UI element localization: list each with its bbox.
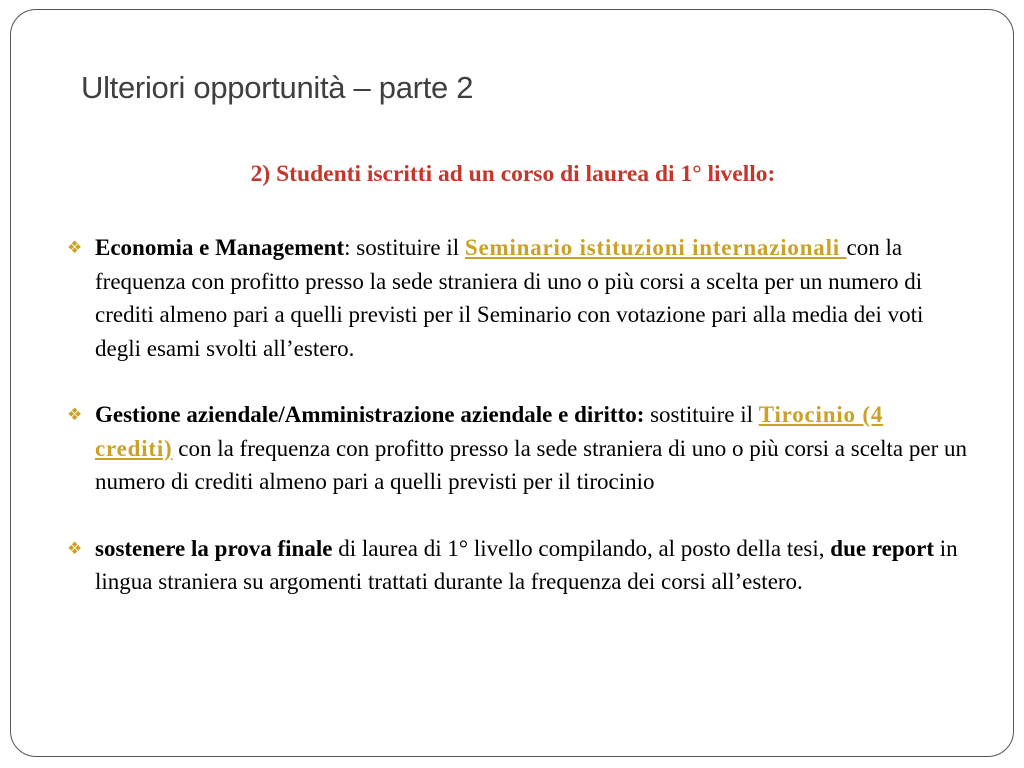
diamond-bullet-icon: ❖ [67,538,83,558]
seminario-link[interactable]: Seminario istituzioni internazionali [464,235,847,260]
item-text: con la frequenza con profitto presso la sede straniera di uno o più corsi a scelta per un numero di crediti almeno pari a quelli previsti per il tirocinio [95,435,967,494]
item-separator: : [344,235,351,260]
item-emphasis: due report [830,535,934,561]
item-text: in lingua straniera su argomenti trattati durante la frequenza dei corsi all’estero. [95,535,958,594]
slide-subtitle: 2) Studenti iscritti ad un corso di laurea di 1° livello: [250,161,776,187]
item-text: sostituire il [644,402,759,427]
item-heading: Economia e Management [95,235,345,260]
content-body [67,231,967,632]
item-text: di laurea di 1° livello compilando, al posto della tesi, [332,535,831,561]
list-item-economia [67,231,967,365]
diamond-bullet-icon: ❖ [67,238,83,257]
list-item-gestione [67,398,967,499]
item-text: sostituire il [350,235,465,260]
tirocinio-link[interactable]: Tirocinio (4 crediti) [95,402,884,461]
item-text: con la frequenza con profitto presso la sede straniera di uno o più corsi a scelta per un numero di crediti almeno pari a quelli previsti per il Seminario con votazione pari alla media dei voti degli esami svolti all’estero. [95,235,924,361]
slide-frame [10,9,1014,757]
slide-title: Ulteriori opportunità – parte 2 [81,70,474,105]
diamond-bullet-icon: ❖ [67,405,83,424]
item-heading: sostenere la prova finale [95,535,333,561]
list-item-prova-finale [67,532,967,599]
item-heading: Gestione aziendale/Amministrazione aziendale e diritto: [95,402,645,427]
